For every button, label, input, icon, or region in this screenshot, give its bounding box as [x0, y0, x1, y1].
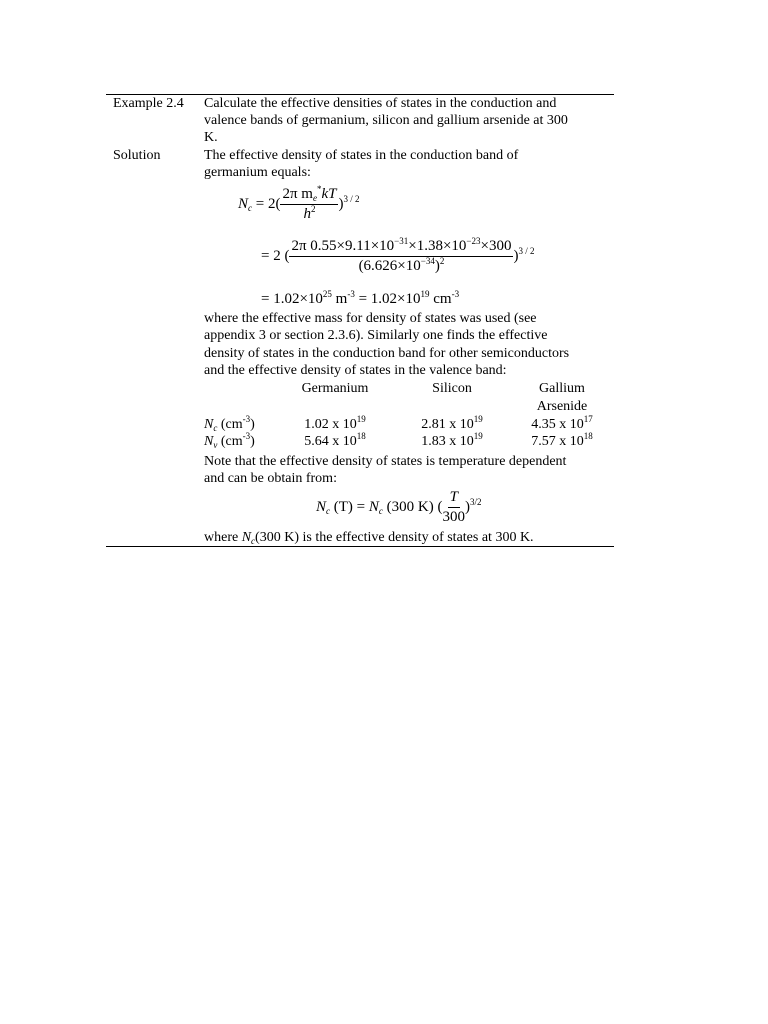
- after-line-4: and the effective density of states in the valence band:: [204, 363, 507, 378]
- substitution-fraction: $\frac{2\pi 0.55\times 9.11\times 10^{-31}\times 1.38\times 10^{-23}\times 300}{(6.626\times 10^{-34})^2}$: [291, 236, 512, 274]
- final-line: where $N_c(300$ K) is the effective density of states at 300 K.: [204, 530, 534, 546]
- table-cell-nv-gaas: 7.57 x $10^{18}$: [531, 431, 593, 449]
- bottom-rule: [106, 546, 614, 547]
- example-line-2: valence bands of germanium, silicon and gallium arsenide at 300: [204, 113, 568, 128]
- equation-nc-substitution: = 2 ( $\frac{2\pi 0.55\times 9.11\times 10^{-31}\times 1.38\times 10^{-23}\times 300}{(6.626\times 10^{-34})^2}$ )$^{3 / 2}$: [261, 236, 535, 274]
- after-line-1: where the effective mass for density of states was used (see: [204, 311, 537, 326]
- after-line-2: appendix 3 or section 2.3.6). Similarly one finds the effective: [204, 328, 548, 343]
- example-label: Example 2.4: [113, 96, 184, 111]
- example-line-1: Calculate the effective densities of states in the conduction and: [204, 96, 557, 111]
- solution-intro-2: germanium equals:: [204, 165, 311, 180]
- table-header-arsenide: Arsenide: [536, 399, 588, 414]
- table-cell-nv-germanium: 5.64 x $10^{18}$: [304, 431, 366, 449]
- table-row-nc-label: $N_c$ $(cm^{-3})$: [204, 414, 255, 433]
- table-cell-nc-silicon: 2.81 x $10^{19}$: [421, 414, 483, 432]
- after-line-3: density of states in the conduction band for other semiconductors: [204, 346, 570, 361]
- formula-fraction: $\frac{2\pi m_e^*kT}{h^2}$: [282, 184, 337, 222]
- table-cell-nv-silicon: 1.83 x $10^{19}$: [421, 431, 483, 449]
- temperature-fraction: $\frac{T}{300}$: [442, 489, 465, 525]
- equation-temperature-dependence: $N_c$ $(T) = N_c$ (300 K) ( $\frac{T}{300}$ )$^{3/2}$: [316, 489, 482, 525]
- solution-label: Solution: [113, 148, 161, 163]
- table-row-nv-label: $N_v$ $(cm^{-3})$: [204, 431, 255, 450]
- equation-nc-result: = $1.02\times 10^{25}$ $m^{-3} = 1.02\times 10^{19}$ $cm^{-3}$: [261, 289, 460, 307]
- equation-nc-formula: $N_c = 2$( $\frac{2\pi m_e^*kT}{h^2}$ )$^{3 / 2}$: [238, 184, 360, 222]
- note-line-1: Note that the effective density of states is temperature dependent: [204, 454, 567, 469]
- solution-intro-1: The effective density of states in the conduction band of: [204, 148, 519, 163]
- table-header-silicon: Silicon: [432, 381, 472, 396]
- table-header-gallium: Gallium: [539, 381, 585, 396]
- note-line-2: and can be obtain from:: [204, 471, 337, 486]
- table-cell-nc-germanium: 1.02 x $10^{19}$: [304, 414, 366, 432]
- table-header-germanium: Germanium: [301, 381, 369, 396]
- example-line-3: K.: [204, 130, 218, 145]
- table-cell-nc-gaas: 4.35 x $10^{17}$: [531, 414, 593, 432]
